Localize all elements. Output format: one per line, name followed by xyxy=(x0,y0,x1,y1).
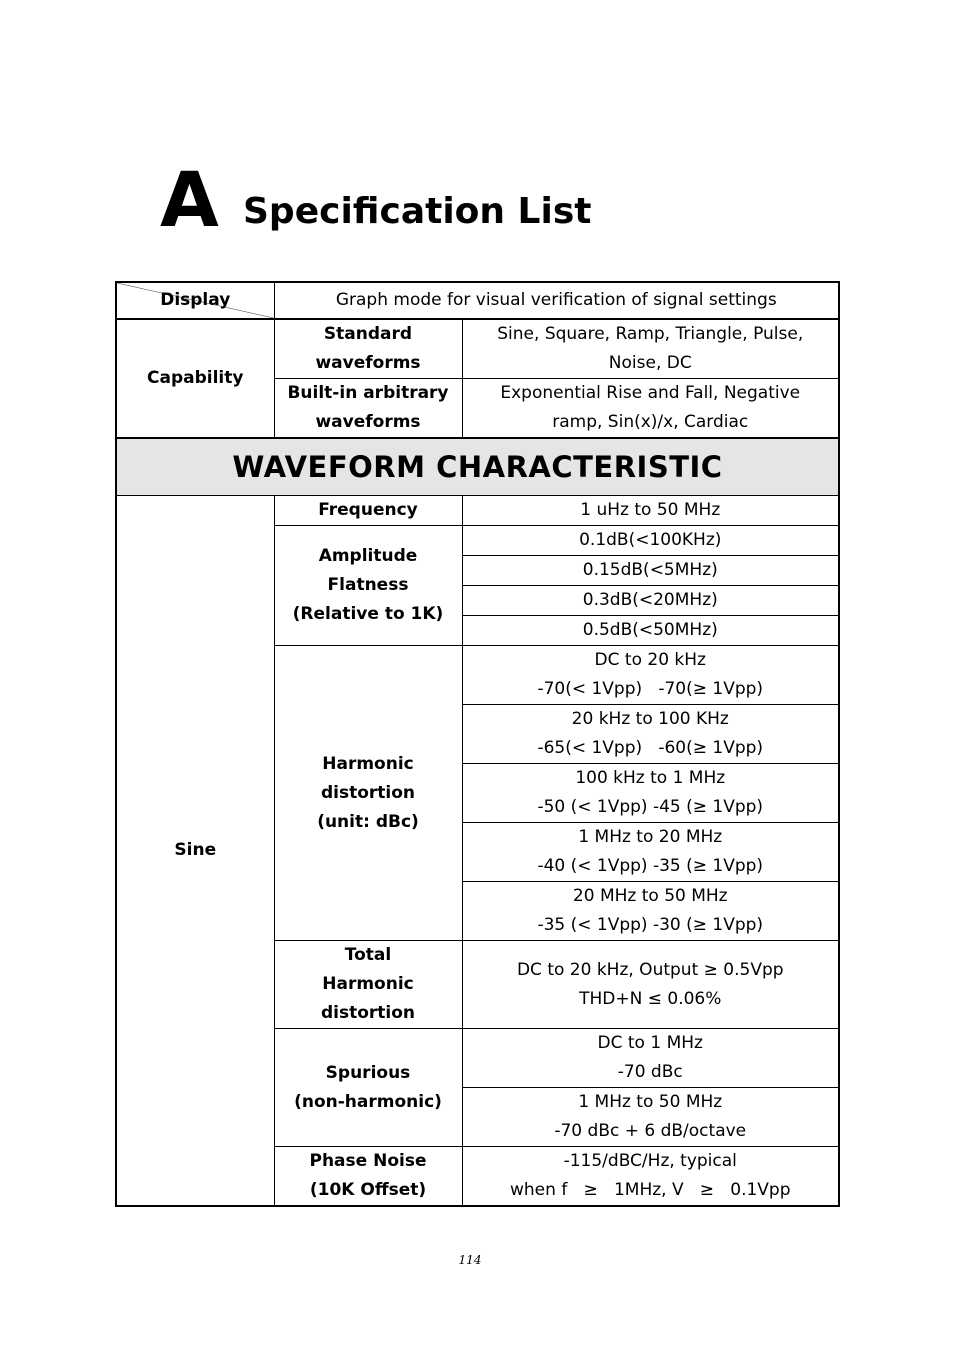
capability-arbitrary-label: Built-in arbitrary waveforms xyxy=(274,379,462,439)
page-title: Specification List xyxy=(243,191,592,232)
flatness-label: Amplitude Flatness (Relative to 1K) xyxy=(274,526,462,646)
capability-standard-value: Sine, Square, Ramp, Triangle, Pulse, Noise, DC xyxy=(462,319,839,379)
display-value: Graph mode for visual verification of signal settings xyxy=(274,282,839,319)
display-label-cell xyxy=(116,282,274,319)
flatness-value: 0.3dB(<20MHz) xyxy=(462,586,839,616)
spurious-value: DC to 1 MHz -70 dBc xyxy=(462,1029,839,1088)
harmonic-value: 20 MHz to 50 MHz -35 (< 1Vpp) -30 (≥ 1Vpp) xyxy=(462,882,839,941)
display-row xyxy=(116,282,839,319)
harmonic-value: 100 kHz to 1 MHz -50 (< 1Vpp) -45 (≥ 1Vpp) xyxy=(462,764,839,823)
harmonic-label: Harmonic distortion (unit: dBc) xyxy=(274,646,462,941)
display-label: Display xyxy=(160,290,231,310)
phase-noise-label: Phase Noise (10K Offset) xyxy=(274,1147,462,1207)
spurious-value: 1 MHz to 50 MHz -70 dBc + 6 dB/octave xyxy=(462,1088,839,1147)
frequency-row xyxy=(116,496,839,526)
thd-value: DC to 20 kHz, Output ≥ 0.5Vpp THD+N ≤ 0.06% xyxy=(462,941,839,1029)
frequency-value: 1 uHz to 50 MHz xyxy=(462,496,839,526)
harmonic-value: DC to 20 kHz -70(< 1Vpp) -70(≥ 1Vpp) xyxy=(462,646,839,705)
flatness-value: 0.1dB(<100KHz) xyxy=(462,526,839,556)
thd-label: Total Harmonic distortion xyxy=(274,941,462,1029)
phase-noise-value: -115/dBC/Hz, typical when f ≥ 1MHz, V ≥ 0.1Vpp xyxy=(462,1147,839,1207)
capability-arbitrary-value: Exponential Rise and Fall, Negative ramp, Sin(x)/x, Cardiac xyxy=(462,379,839,439)
page-number: 114 xyxy=(458,1253,482,1267)
spurious-label: Spurious (non-harmonic) xyxy=(274,1029,462,1147)
appendix-letter: A xyxy=(160,155,219,244)
harmonic-value: 1 MHz to 20 MHz -40 (< 1Vpp) -35 (≥ 1Vpp) xyxy=(462,823,839,882)
sine-label: Sine xyxy=(116,496,274,1207)
flatness-value: 0.15dB(<5MHz) xyxy=(462,556,839,586)
section-header-row xyxy=(116,438,839,496)
spec-table xyxy=(115,281,840,1207)
capability-row xyxy=(116,319,839,379)
flatness-value: 0.5dB(<50MHz) xyxy=(462,616,839,646)
section-title: WAVEFORM CHARACTERISTIC xyxy=(116,438,839,496)
frequency-label: Frequency xyxy=(274,496,462,526)
capability-standard-label: Standard waveforms xyxy=(274,319,462,379)
harmonic-value: 20 kHz to 100 KHz -65(< 1Vpp) -60(≥ 1Vpp) xyxy=(462,705,839,764)
capability-label: Capability xyxy=(116,319,274,438)
